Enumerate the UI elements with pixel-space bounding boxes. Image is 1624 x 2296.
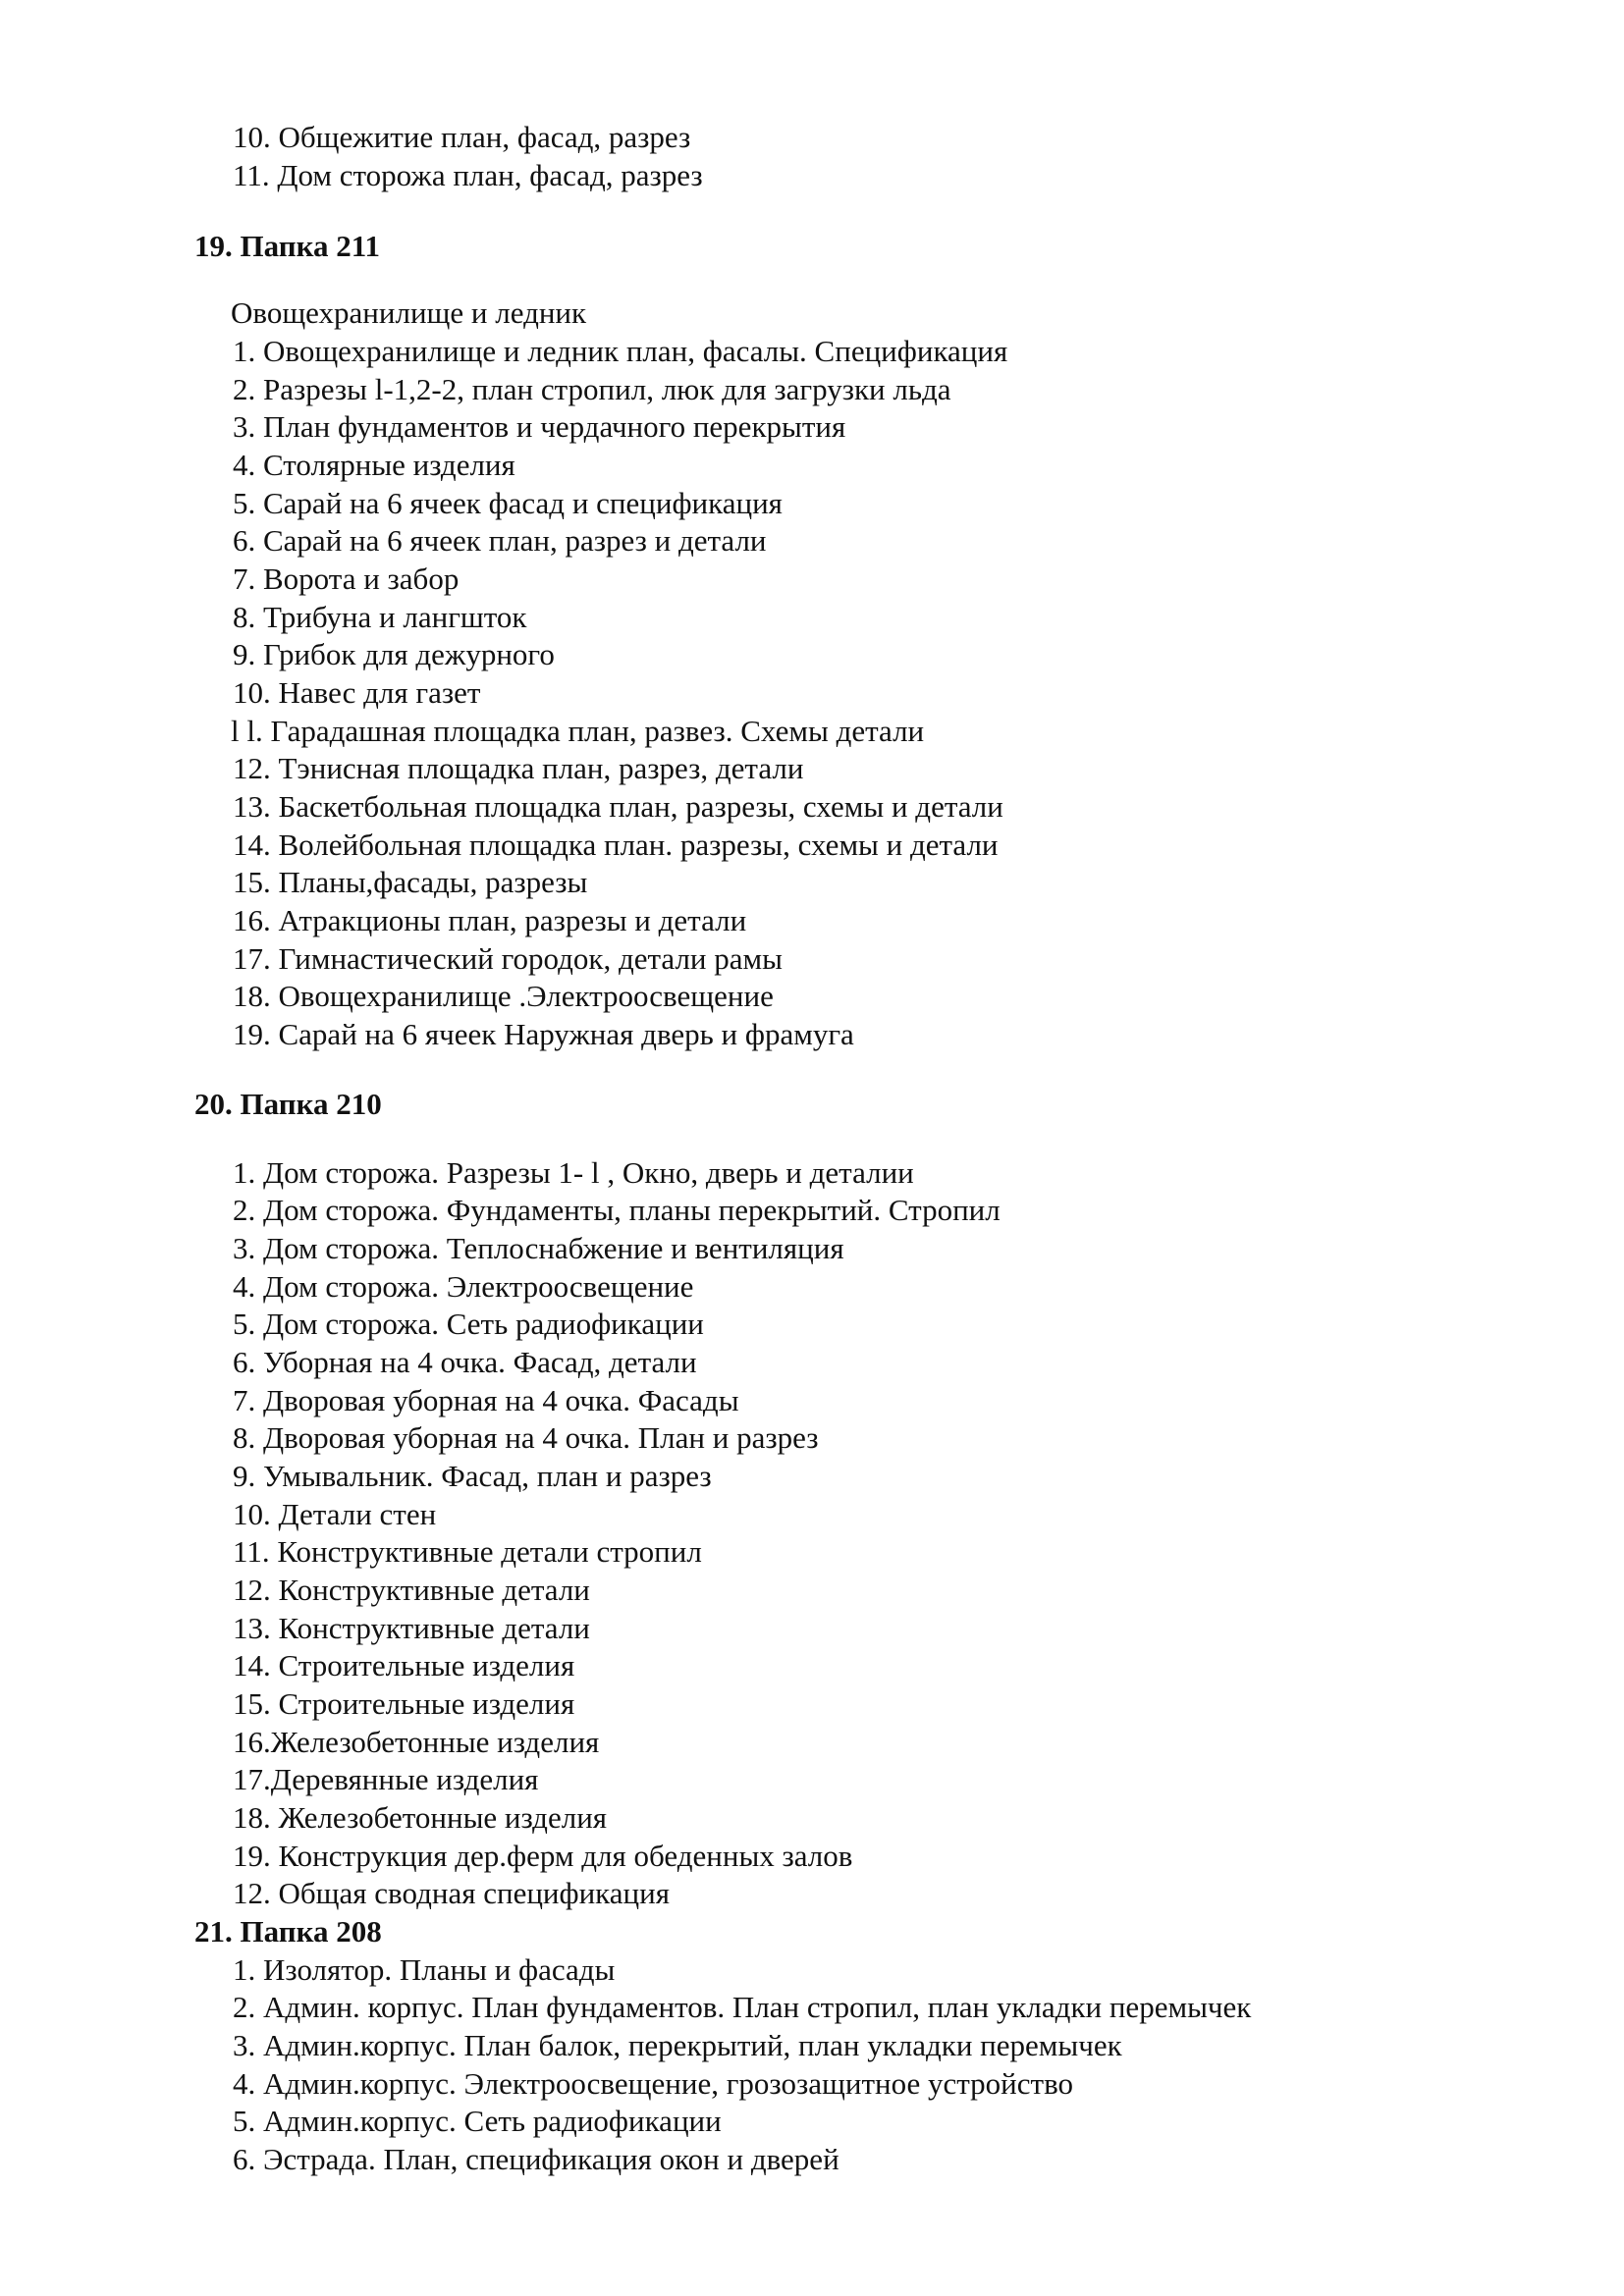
list-item: 2. Разрезы l-1,2-2, план стропил, люк для загрузки льда [233,372,951,406]
list-item: 6. Уборная на 4 очка. Фасад, детали [233,1345,697,1379]
list-item: 3. Дом сторожа. Теплоснабжение и вентиляция [233,1231,844,1265]
list-item: 9. Грибок для дежурного [233,637,555,671]
list-item: 12. Конструктивные детали [233,1573,590,1607]
list-item: 17. Гимнастический городок, детали рамы [233,941,783,976]
list-item: 4. Столярные изделия [233,448,515,482]
list-item: 15. Планы,фасады, разрезы [233,865,588,899]
list-item: 4. Дом сторожа. Электроосвещение [233,1269,694,1304]
list-item: 2. Админ. корпус. План фундаментов. План стропил, план укладки перемычек [233,1990,1252,2024]
list-item: 3. Админ.корпус. План балок, перекрытий, план укладки перемычек [233,2028,1122,2062]
list-item: 10. Навес для газет [233,675,481,710]
list-item: 9. Умывальник. Фасад, план и разрез [233,1459,712,1493]
list-item: 13. Конструктивные детали [233,1611,590,1645]
list-item: 16.Железобетонные изделия [233,1725,600,1759]
list-item: 19. Сарай на 6 ячеек Наружная дверь и фрамуга [233,1017,854,1051]
section-heading: 19. Папка 211 [194,229,380,263]
list-item: 11. Конструктивные детали стропил [233,1534,702,1569]
list-item: 18. Овощехранилище .Электроосвещение [233,979,774,1013]
list-item: 12. Общая сводная спецификация [233,1876,670,1910]
list-item: 19. Конструкция дер.ферм для обеденных залов [233,1839,853,1873]
list-item: 3. План фундаментов и чердачного перекрытия [233,409,846,444]
list-item: 4. Админ.корпус. Электроосвещение, грозозащитное устройство [233,2066,1073,2101]
list-item: 5. Дом сторожа. Сеть радиофикации [233,1307,704,1341]
list-item: 10. Детали стен [233,1497,437,1531]
list-item: l l. Гарадашная площадка план, развез. Схемы детали [231,714,925,748]
list-item: 6. Эстрада. План, спецификация окон и дверей [233,2142,839,2176]
list-item: 14. Строительные изделия [233,1648,575,1682]
list-item: 7. Дворовая уборная на 4 очка. Фасады [233,1383,739,1417]
list-item: 2. Дом сторожа. Фундаменты, планы перекрытий. Стропил [233,1193,1001,1227]
list-item: 17.Деревянные изделия [233,1762,539,1796]
list-item: 1. Дом сторожа. Разрезы 1- l , Окно, дверь и деталии [233,1155,914,1190]
intro-item: 11. Дом сторожа план, фасад, разрез [233,158,703,192]
list-item: 16. Атракционы план, разрезы и детали [233,903,747,937]
list-item: 12. Тэнисная площадка план, разрез, детали [233,751,804,785]
list-item: 6. Сарай на 6 ячеек план, разрез и детали [233,523,767,558]
section-heading: 21. Папка 208 [194,1914,382,1949]
list-item: 5. Сарай на 6 ячеек фасад и спецификация [233,486,783,520]
list-item: 5. Админ.корпус. Сеть радиофикации [233,2104,722,2138]
section-subtitle: Овощехранилище и ледник [231,295,587,330]
list-item: 15. Строительные изделия [233,1686,575,1721]
list-item: 14. Волейбольная площадка план. разрезы, схемы и детали [233,828,999,862]
list-item: 13. Баскетбольная площадка план, разрезы, схемы и детали [233,789,1003,824]
list-item: 7. Ворота и забор [233,561,460,596]
list-item: 8. Трибуна и лангшток [233,600,527,634]
list-item: 18. Железобетонные изделия [233,1800,608,1835]
intro-item: 10. Общежитие план, фасад, разрез [233,120,691,154]
list-item: 1. Изолятор. Планы и фасады [233,1952,616,1987]
section-heading: 20. Папка 210 [194,1087,382,1121]
list-item: 8. Дворовая уборная на 4 очка. План и разрез [233,1420,819,1455]
list-item: 1. Овощехранилище и ледник план, фасалы. Спецификация [233,334,1008,368]
